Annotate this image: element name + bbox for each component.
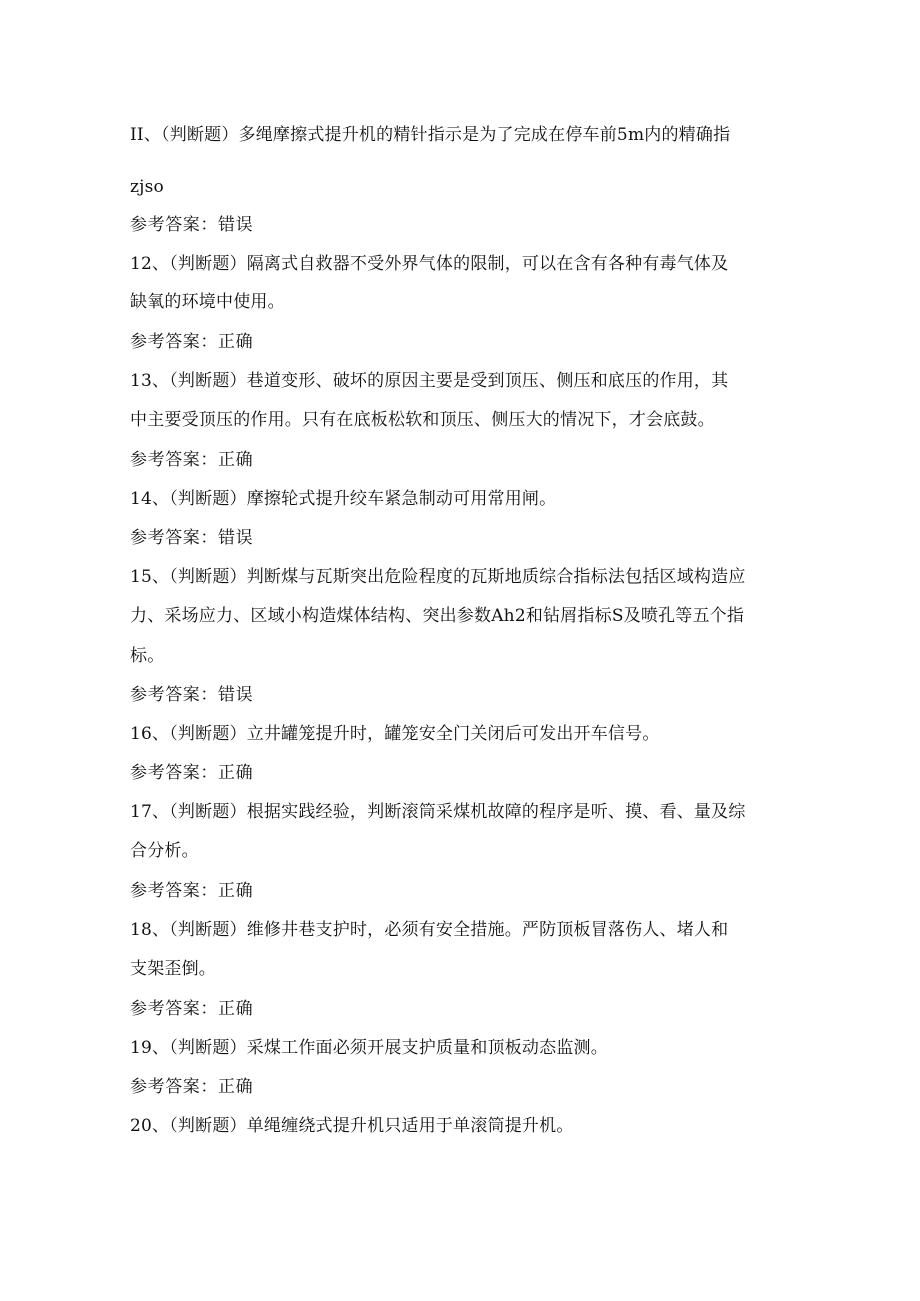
question-15-line-2: 力、采场应力、区域小构造煤体结构、突出参数Ah2和钻屑指标S及喷孔等五个指: [130, 606, 745, 626]
answer-17: 参考答案：正确: [130, 881, 254, 901]
answer-16: 参考答案：正确: [130, 763, 254, 783]
question-11-line-2: zjso: [130, 177, 164, 197]
answer-11: 参考答案：错误: [130, 215, 254, 235]
answer-14: 参考答案：错误: [130, 528, 254, 548]
question-11-line-1: II、（判断题）多绳摩擦式提升机的精针指示是为了完成在停车前5m内的精确指: [130, 125, 731, 145]
answer-18: 参考答案：正确: [130, 999, 254, 1019]
question-19-line-1: 19、（判断题）采煤工作面必须开展支护质量和顶板动态监测。: [130, 1038, 608, 1058]
question-12-line-2: 缺氧的环境中使用。: [130, 292, 285, 312]
question-15-line-1: 15、（判断题）判断煤与瓦斯突出危险程度的瓦斯地质综合指标法包括区域构造应: [130, 567, 746, 587]
question-12-line-1: 12、（判断题）隔离式自救器不受外界气体的限制，可以在含有各种有毒气体及: [130, 254, 729, 274]
question-13-line-2: 中主要受顶压的作用。只有在底板松软和顶压、侧压大的情况下，才会底鼓。: [130, 410, 715, 430]
question-18-line-1: 18、（判断题）维修井巷支护时，必须有安全措施。严防顶板冒落伤人、堵人和: [130, 920, 729, 940]
answer-15: 参考答案：错误: [130, 685, 254, 705]
question-17-line-1: 17、（判断题）根据实践经验，判断滚筒采煤机故障的程序是听、摸、看、量及综: [130, 802, 746, 822]
question-17-line-2: 合分析。: [130, 841, 199, 861]
answer-12: 参考答案：正确: [130, 332, 254, 352]
answer-13: 参考答案：正确: [130, 450, 254, 470]
question-14-line-1: 14、（判断题）摩擦轮式提升绞车紧急制动可用常用闸。: [130, 489, 557, 509]
question-13-line-1: 13、（判断题）巷道变形、破坏的原因主要是受到顶压、侧压和底压的作用，其: [130, 371, 729, 391]
question-18-line-2: 支架歪倒。: [130, 959, 216, 979]
question-16-line-1: 16、（判断题）立井罐笼提升时，罐笼安全门关闭后可发出开车信号。: [130, 724, 660, 744]
question-20-line-1: 20、（判断题）单绳缠绕式提升机只适用于单滚筒提升机。: [130, 1116, 574, 1136]
answer-19: 参考答案：正确: [130, 1077, 254, 1097]
question-15-line-3: 标。: [130, 646, 165, 666]
